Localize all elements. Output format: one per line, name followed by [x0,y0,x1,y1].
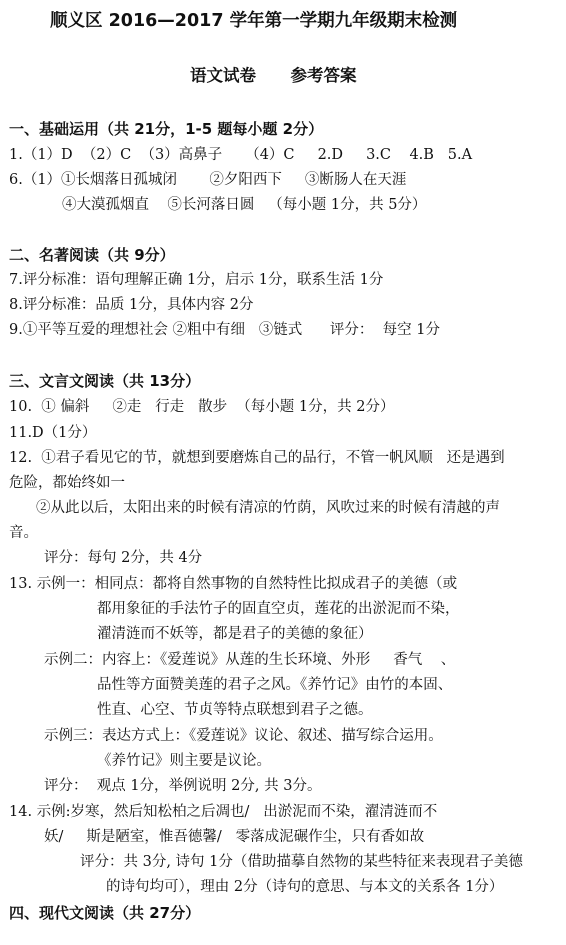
answer-line: 11.D（1分） [9,425,97,441]
answer-line: 妖/ 斯是陋室，惟吾德馨/ 零落成泥碾作尘，只有香如故 [44,829,425,845]
page-subtitle: 语文试卷 参考答案 [190,66,357,85]
answer-line: 12. ①君子看见它的节，就想到要磨炼自己的品行，不管一帆风顺 还是遇到 [9,450,505,466]
answer-line: 示例三：表达方式上：《爱莲说》议论、叙述、描写综合运用。 [44,728,443,744]
answer-line: 危险，都始终如一 [9,475,125,491]
answer-line: ②从此以后，太阳出来的时候有清凉的竹荫，风吹过来的时候有清越的声 [36,500,500,516]
scoring-line: 评分：共 3分, 诗句 1分（借助描摹自然物的某些特征来表现君子美德 [80,854,523,870]
answer-line: 10. ① 偏斜 ②走 行走 散步 （每小题 1分，共 2分） [9,399,395,415]
scoring-line: 的诗句均可），理由 2分（诗句的意思、与本文的关系各 1分） [106,879,504,895]
section-heading: 一、基础运用（共 21分，1-5 题每小题 2分） [9,120,324,138]
answer-line: 都用象征的手法竹子的固直空贞，莲花的出淤泥而不染， [97,601,460,617]
answer-line: ④大漠孤烟直 ⑤长河落日圆 （每小题 1分，共 5分） [62,197,427,213]
answer-line: 9.①平等互爱的理想社会 ②粗中有细 ③链式 评分： 每空 1分 [9,322,440,338]
answer-line: 6.（1）①长烟落日孤城闭 ②夕阳西下 ③断肠人在天涯 [9,172,407,188]
answer-line: 14. 示例:岁寒，然后知松柏之后凋也/ 出淤泥而不染，濯清涟而不 [9,804,438,820]
answer-line: 示例二：内容上：《爱莲说》从莲的生长环境、外形 香气 、 [44,652,456,668]
answer-line: 濯清涟而不妖等，都是君子的美德的象征） [97,626,373,642]
answer-line: 《养竹记》则主要是议论。 [97,753,271,769]
page-title: 顺义区 2016—2017 学年第一学期九年级期末检测 [50,11,458,31]
section-heading: 四、现代文阅读（共 27分） [9,904,201,922]
section-heading: 三、文言文阅读（共 13分） [9,372,201,390]
answer-line: 7.评分标准：语句理解正确 1分，启示 1分，联系生活 1分 [9,272,384,288]
answer-line: 1.（1）D （2）C （3）高鼻子 （4）C 2.D 3.C 4.B 5.A [9,147,473,163]
answer-line: 音。 [9,525,38,541]
section-heading: 二、名著阅读（共 9分） [9,246,175,264]
answer-line: 性直、心空、节贞等特点联想到君子之德。 [97,702,373,718]
scoring-line: 评分： 观点 1分，举例说明 2分, 共 3分。 [44,778,322,794]
answer-line: 品性等方面赞美莲的君子之风。《养竹记》由竹的本固、 [97,677,453,693]
answer-line: 13. 示例一：相同点：都将自然事物的自然特性比拟成君子的美德（或 [9,576,458,592]
answer-line: 8.评分标准：品质 1分，具体内容 2分 [9,297,254,313]
scoring-line: 评分：每句 2分，共 4分 [44,550,203,566]
